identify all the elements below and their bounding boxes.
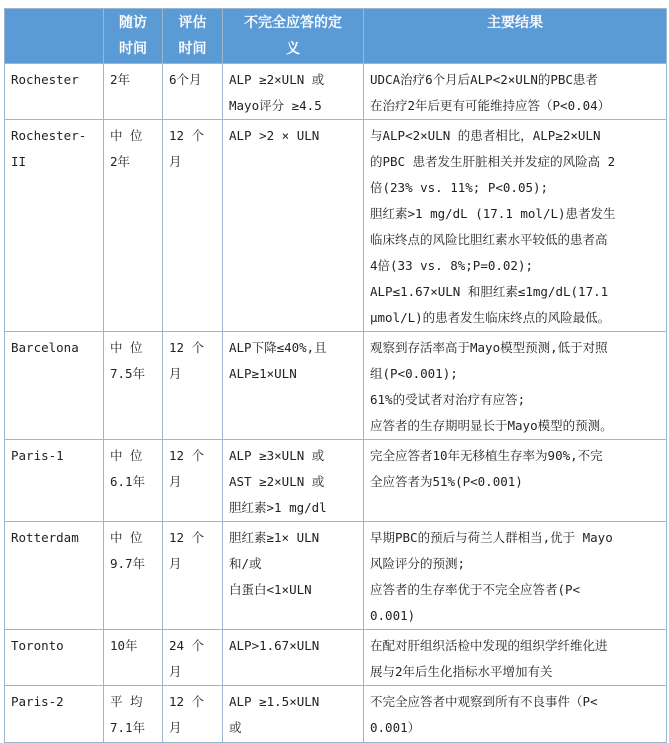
cell-main-results [364,332,667,440]
cell-study-name [5,630,104,686]
cell-text-line: 与ALP<2×ULN 的患者相比，ALP≥2×ULN [370,128,601,143]
table-row [5,686,667,743]
cell-text-line: 不完全应答的定 [244,15,342,31]
cell-text-line: II [11,154,27,169]
table-body [5,64,667,743]
cell-text-line: 应答者的生存率优于不完全应答者(P< [370,582,581,597]
cell-assessment-time [163,120,223,332]
cell-main-results [364,120,667,332]
cell-text-line: 中 位 [110,340,143,355]
cell-incomplete-response-definition [223,522,364,630]
cell-text-line: Rochester- [11,128,87,143]
table-row [5,332,667,440]
cell-text-line: 在配对肝组织活检中发现的组织学纤维化进 [370,638,608,653]
cell-text-line: ALP>1.67×ULN [229,638,320,653]
cell-text-line: 9.7年 [110,556,146,571]
cell-text-line: 24 个 [169,638,205,653]
cell-follow-up-time [104,332,163,440]
cell-text-line: Toronto [11,638,64,653]
table-row [5,522,667,630]
cell-main-results [364,522,667,630]
cell-follow-up-time [104,522,163,630]
cell-text-line: Mayo评分 ≥4.5 [229,98,322,113]
cell-text-line: 组(P<0.001); [370,366,458,381]
cell-text-line: 主要结果 [487,15,543,31]
cell-text-line: 4倍(33 vs. 8%;P=0.02); [370,258,534,273]
cell-text-line: ALP ≥2×ULN 或 [229,72,325,87]
cell-text-line: ALP≤1.67×ULN 和胆红素≤1mg/dL(17.1 [370,284,609,299]
table-header [5,9,667,64]
cell-text-line: 中 位 [110,530,143,545]
cell-text-line: 的PBC 患者发生肝脏相关并发症的风险高 2 [370,154,616,169]
cell-text-line: AST ≥2×ULN 或 [229,474,325,489]
cell-study-name [5,332,104,440]
cell-study-name [5,522,104,630]
cell-text-line: 展与2年后生化指标水平增加有关 [370,664,553,679]
cell-incomplete-response-definition [223,332,364,440]
cell-text-line: 12 个 [169,530,205,545]
cell-study-name [5,440,104,522]
cell-text-line: 月 [169,720,182,735]
cell-text-line: 7.1年 [110,720,146,735]
cell-study-name [5,64,104,120]
cell-assessment-time [163,332,223,440]
cell-study-name [5,686,104,743]
cell-text-line: 随访 [119,15,147,31]
cell-text-line: 月 [169,664,182,679]
table-row [5,440,667,522]
header-assessment-time [163,9,223,64]
cell-text-line: 12 个 [169,340,205,355]
cell-text-line: 倍(23% vs. 11%; P<0.05); [370,180,549,195]
cell-text-line: 完全应答者10年无移植生存率为90%,不完 [370,448,603,463]
cell-text-line: 白蛋白<1×ULN [229,582,312,597]
cell-text-line: UDCA治疗6个月后ALP<2×ULN的PBC患者 [370,72,598,87]
cell-text-line: 或 [229,720,242,735]
cell-assessment-time [163,630,223,686]
cell-text-line: Paris-1 [11,448,64,463]
cell-text-line: 在治疗2年后更有可能维持应答（P<0.04） [370,98,611,113]
cell-text-line: 中 位 [110,448,143,463]
cell-follow-up-time [104,440,163,522]
cell-text-line: 2年 [110,154,131,169]
cell-text-line: 0.001) [370,608,416,623]
cell-text-line: 月 [169,154,182,169]
cell-text-line: 0.001） [370,720,421,735]
header-main-results [364,9,667,64]
cell-text-line: ALP >2 × ULN [229,128,320,143]
cell-assessment-time [163,64,223,120]
cell-text-line: 胆红素≥1× ULN [229,530,320,545]
cell-text-line: ALP ≥1.5×ULN [229,694,320,709]
cell-text-line: 观察到存活率高于Mayo模型预测,低于对照 [370,340,608,355]
cell-incomplete-response-definition [223,120,364,332]
cell-text-line: 全应答者为51%(P<0.001) [370,474,523,489]
cell-text-line: 10年 [110,638,138,653]
cell-text-line: 12 个 [169,128,205,143]
cell-text-line: 61%的受试者对治疗有应答; [370,392,526,407]
cell-text-line: 6.1年 [110,474,146,489]
cell-text-line: 胆红素>1 mg/dL (17.1 mol/L)患者发生 [370,206,616,221]
header-study-name [5,9,104,64]
cell-assessment-time [163,440,223,522]
cell-text-line: 平 均 [110,694,143,709]
cell-text-line: 早期PBC的预后与荷兰人群相当,优于 Mayo [370,530,613,545]
cell-text-line: 2年 [110,72,131,87]
cell-main-results [364,630,667,686]
cell-text-line: 月 [169,366,182,381]
cell-text-line: ALP ≥3×ULN 或 [229,448,325,463]
cell-text-line: 6个月 [169,72,202,87]
cell-text-line: 不完全应答者中观察到所有不良事件（P< [370,694,598,709]
cell-text-line: 12 个 [169,694,205,709]
table-row [5,630,667,686]
table-row [5,64,667,120]
cell-text-line: 风险评分的预测; [370,556,466,571]
cell-study-name [5,120,104,332]
cell-follow-up-time [104,630,163,686]
cell-text-line: Paris-2 [11,694,64,709]
cell-text-line: 临床终点的风险比胆红素水平较低的患者高 [370,232,608,247]
cell-text-line: 12 个 [169,448,205,463]
cell-incomplete-response-definition [223,64,364,120]
cell-text-line: 和/或 [229,556,262,571]
cell-text-line: 时间 [178,41,207,57]
cell-text-line: Barcelona [11,340,79,355]
header-incomplete-response-definition [223,9,364,64]
cell-assessment-time [163,686,223,743]
header-follow-up-time [104,9,163,64]
cell-main-results [364,440,667,522]
cell-follow-up-time [104,120,163,332]
cell-text-line: 中 位 [110,128,143,143]
cell-follow-up-time [104,64,163,120]
table-row [5,120,667,332]
cell-text-line: ALP下降≤40%,且 [229,340,327,355]
cell-text-line: Rochester [11,72,79,87]
cell-main-results [364,64,667,120]
cell-text-line: 7.5年 [110,366,146,381]
cell-text-line: 时间 [119,41,147,57]
cell-text-line: 月 [169,474,182,489]
cell-text-line: 应答者的生存期明显长于Mayo模型的预测。 [370,418,613,433]
cell-incomplete-response-definition [223,440,364,522]
cell-text-line: Rotterdam [11,530,79,545]
cell-text-line: μmol/L)的患者发生临床终点的风险最低。 [370,310,611,325]
cell-main-results [364,686,667,743]
cell-assessment-time [163,522,223,630]
cell-text-line: 胆红素>1 mg/dl [229,500,327,515]
pbc-response-criteria-table [4,8,667,743]
cell-text-line: 评估 [178,15,207,31]
cell-text-line: ALP≥1×ULN [229,366,297,381]
cell-text-line: 月 [169,556,182,571]
cell-incomplete-response-definition [223,686,364,743]
cell-incomplete-response-definition [223,630,364,686]
cell-text-line: 义 [286,41,300,57]
cell-follow-up-time [104,686,163,743]
